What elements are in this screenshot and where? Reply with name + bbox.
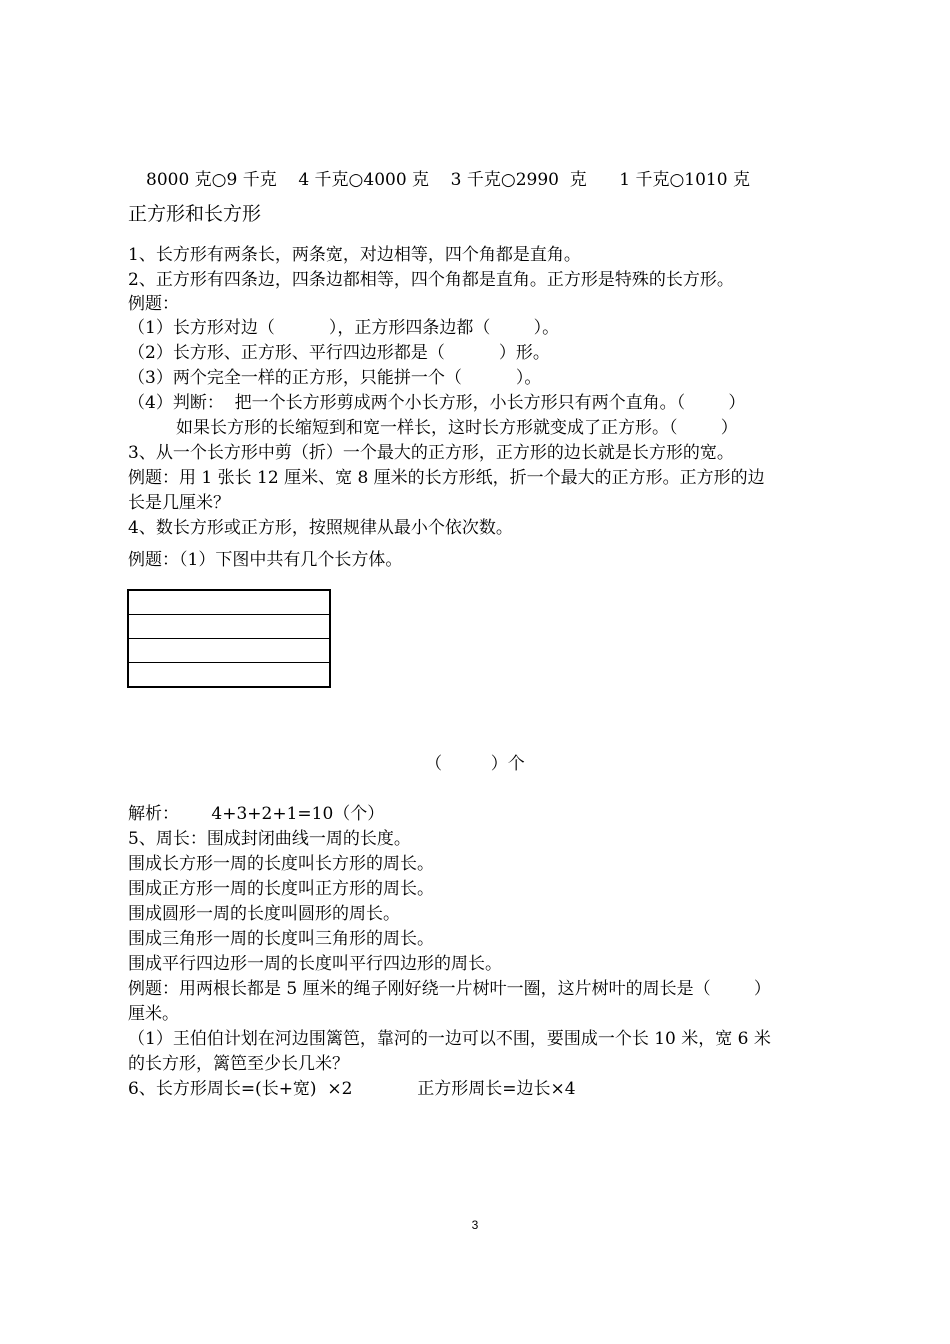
question-4: （4）判断： 把一个长方形剪成两个小长方形，小长方形只有两个直角。（ ） [128, 393, 746, 413]
question-3: （3）两个完全一样的正方形，只能拼一个（ ）。 [128, 368, 542, 388]
rule-perimeter: 5、周长：围成封闭曲线一周的长度。 [128, 829, 411, 849]
question-4b: 如果长方形的长缩短到和宽一样长，这时长方形就变成了正方形。（ ） [176, 418, 738, 438]
example-5-line-1: 例题：用两根长都是 5 厘米的绳子刚好绕一片树叶一圈，这片树叶的周长是（ ） [128, 979, 771, 999]
figure-row [129, 591, 329, 615]
stacked-rectangles-figure [127, 589, 331, 688]
question-5-line-1: （1）王伯伯计划在河边围篱笆，靠河的一边可以不围，要围成一个长 10 米，宽 6 米 [128, 1029, 771, 1049]
perimeter-triangle: 围成三角形一周的长度叫三角形的周长。 [128, 929, 434, 949]
question-2: （2）长方形、正方形、平行四边形都是（ ）形。 [128, 343, 550, 363]
answer-blank: （ ）个 [425, 754, 525, 774]
question-1: （1）长方形对边（ ），正方形四条边都（ ）。 [128, 318, 560, 338]
weight-comparison-line: 8000 克○9 千克 4 千克○4000 克 3 千克○2990 克 1 千克○1010 克 [146, 170, 750, 190]
figure-row [129, 615, 329, 639]
figure-row [129, 639, 329, 663]
rule-counting: 4、数长方形或正方形，按照规律从最小个依次数。 [128, 518, 513, 538]
perimeter-parallelogram: 围成平行四边形一周的长度叫平行四边形的周长。 [128, 954, 502, 974]
perimeter-square: 围成正方形一周的长度叫正方形的周长。 [128, 879, 434, 899]
question-5-line-2: 的长方形，篱笆至少长几米？ [128, 1054, 349, 1074]
section-title: 正方形和长方形 [128, 203, 262, 225]
perimeter-formulas: 6、长方形周长=(长+宽) ×2 正方形周长=边长×4 [128, 1079, 576, 1099]
example-3-line-1: 例题：用 1 张长 12 厘米、宽 8 厘米的长方形纸，折一个最大的正方形。正方形的边 [128, 468, 765, 488]
rule-square: 2、正方形有四条边，四条边都相等，四个角都是直角。正方形是特殊的长方形。 [128, 270, 734, 290]
example-4: 例题：（1）下图中共有几个长方体。 [128, 550, 403, 570]
example-label: 例题： [128, 294, 179, 314]
figure-row [129, 663, 329, 686]
example-5-line-2: 厘米。 [128, 1004, 179, 1024]
analysis: 解析： 4+3+2+1=10（个） [128, 804, 385, 824]
perimeter-rectangle: 围成长方形一周的长度叫长方形的周长。 [128, 854, 434, 874]
example-3-line-2: 长是几厘米？ [128, 493, 230, 513]
page-number: 3 [471, 1218, 479, 1232]
perimeter-circle: 围成圆形一周的长度叫圆形的周长。 [128, 904, 400, 924]
rule-largest-square: 3、从一个长方形中剪（折）一个最大的正方形，正方形的边长就是长方形的宽。 [128, 443, 734, 463]
rule-rectangle: 1、长方形有两条长，两条宽，对边相等，四个角都是直角。 [128, 245, 581, 265]
